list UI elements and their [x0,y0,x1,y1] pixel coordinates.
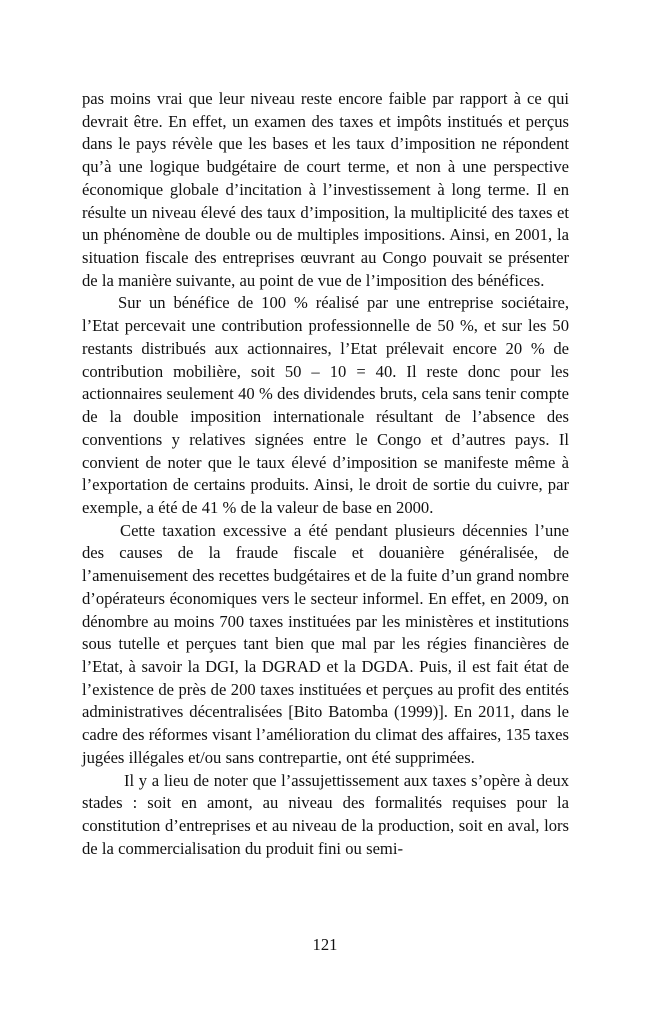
page-number: 121 [312,935,338,954]
body-paragraph-1: pas moins vrai que leur niveau reste encore faible par rapport à ce qui devrait être. En effet, un examen des taxes et impôts institués et perçus dans le pays révèle que les bases et les taux d’imposition ne répondent qu’à une logique budgétaire de court terme, et non à une perspective économique globale d’incitation à l’investissement à long terme. Il en résulte un niveau élevé des taux d’imposition, la multiplicité des taxes et un phénomène de double ou de multiples impositions. Ainsi, en 2001, la situation fiscale des entreprises œuvrant au Congo pouvait se présenter de la manière suivante, au point de vue de l’imposition des bénéfices. [82,89,569,290]
body-paragraph-4: Il y a lieu de noter que l’assujettissement aux taxes s’opère à deux stades : soit en amont, au niveau des formalités requises pour la constitution d’entreprises et au niveau de la production, soit en aval, lors de la commercialisation du produit fini ou semi- [82,770,569,858]
body-paragraph-2: Sur un bénéfice de 100 % réalisé par une entreprise sociétaire, l’Etat percevait une contribution professionnelle de 50 %, et sur les 50 restants distribués aux actionnaires, l’Etat prélevait encore 20 % de contribution mobilière, soit 50 – 10 = 40. Il reste donc pour les actionnaires seulement 40 % des dividendes bruts, cela sans tenir compte de la double imposition internationale résultant de l’absence des conventions y relatives signées entre le Congo et d’autres pays. Il convient de noter que le taux élevé d’imposition se manifeste même à l’exportation de certains produits. Ainsi, le droit de sortie du cuivre, par exemple, a été de 41 % de la valeur de base en 2000. [82,293,569,517]
page-text-block [82,88,569,860]
body-paragraph-3: Cette taxation excessive a été pendant plusieurs décennies l’une des causes de la fraude fiscale et douanière généralisée, de l’amenuisement des recettes budgétaires et de la fuite d’un grand nombre d’opérateurs économiques vers le secteur informel. En effet, en 2009, on dénombre au moins 700 taxes instituées par les ministères et institutions sous tutelle et perçues tant bien que mal par les régies financières de l’Etat, à savoir la DGI, la DGRAD et la DGDA. Puis, il est fait état de l’existence de près de 200 taxes instituées et perçues au profit des entités administratives décentralisées [Bito Batomba (1999)]. En 2011, dans le cadre des réformes visant l’amélioration du climat des affaires, 135 taxes jugées illégales et/ou sans contrepartie, ont été supprimées. [82,520,569,767]
